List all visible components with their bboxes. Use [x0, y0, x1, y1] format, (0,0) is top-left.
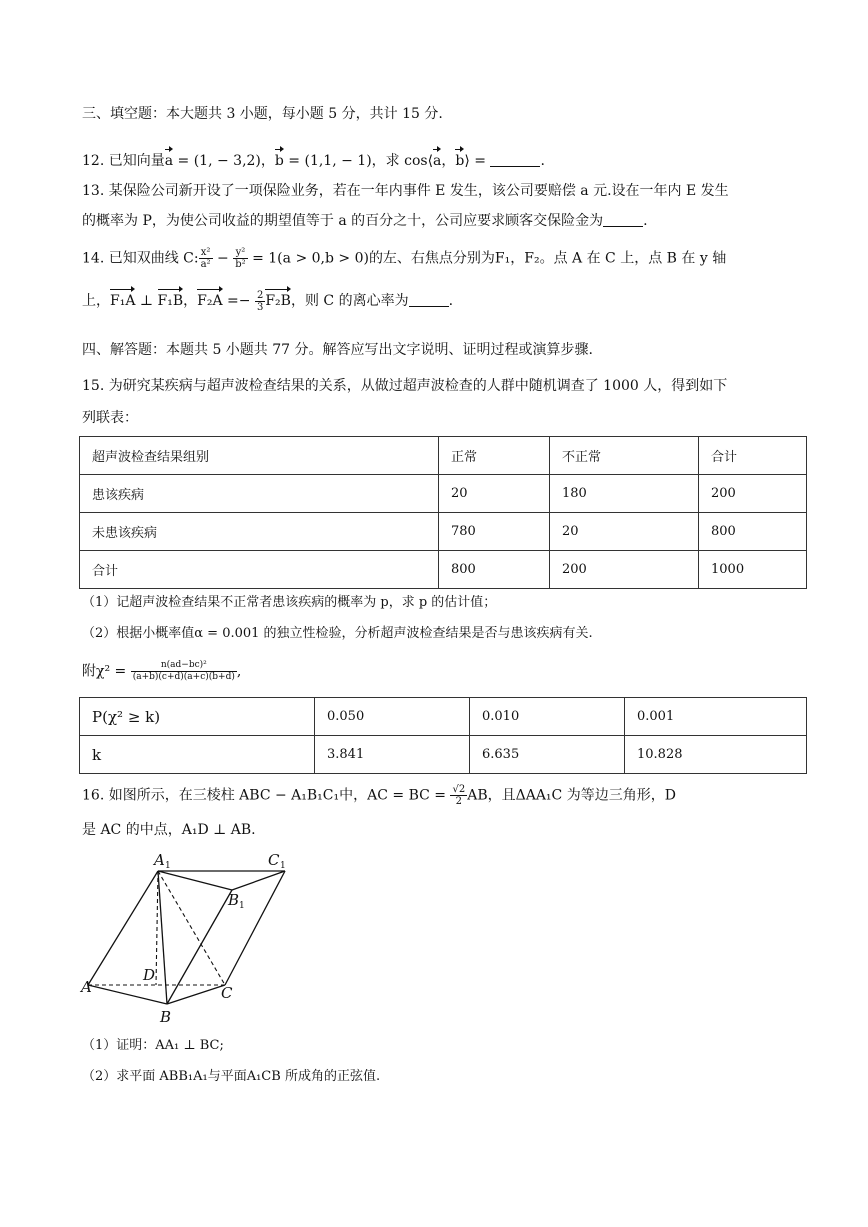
table-row [80, 475, 807, 513]
answer-blank-13 [603, 212, 643, 227]
frac-den: (a+b)(c+d)(a+c)(b+d) [132, 672, 235, 682]
edge-a1-b [158, 871, 167, 1004]
table-header-row [80, 437, 807, 475]
table-cell: 0.010 [470, 698, 625, 736]
answer-blank-12 [490, 152, 540, 167]
table-cell: 0.050 [315, 698, 470, 736]
question-14-line-2 [82, 286, 453, 313]
frac-num: √2 [452, 784, 466, 795]
q14-end: . [448, 293, 454, 309]
q12-eq-b: = (1,1, − 1)，求 cos⟨ [283, 153, 434, 169]
question-16-line-1 [82, 784, 676, 807]
question-13-line-2 [82, 211, 648, 231]
q14-minus: − [212, 250, 234, 267]
table-cell: 800 [439, 551, 550, 589]
table-cell: 3.841 [315, 736, 470, 774]
vector-f1b: F₁B [158, 286, 184, 311]
label-c: C [221, 984, 233, 1002]
q12-prefix: 12. 已知向量 [82, 153, 165, 169]
formula-suffix: , [236, 663, 242, 680]
table-header-cell: 超声波检查结果组别 [80, 437, 439, 475]
formula-prefix: 附χ² = [82, 663, 131, 680]
critical-value-table [79, 697, 807, 774]
prism-figure [70, 845, 310, 1030]
q13-line-1: 13. 某保险公司新开设了一项保险业务，若在一年内事件 E 发生，该公司要赔偿 a 元.设在一年内 E 发生 [82, 183, 729, 199]
table-cell: 200 [550, 551, 699, 589]
table-cell: 0.001 [625, 698, 807, 736]
table-row [80, 736, 807, 774]
q15-line-1: 15. 为研究某疾病与超声波检查结果的关系，从做过超声波检查的人群中随机调查了 1000 人，得到如下 [82, 378, 728, 394]
label-a1: A [154, 851, 165, 869]
q14-perp: ⊥ [135, 293, 158, 309]
vector-a: a [165, 146, 173, 171]
q15-line-2: 列联表： [82, 410, 138, 426]
table-cell: 患该疾病 [80, 475, 439, 513]
vector-f1a: F₁A [110, 286, 135, 311]
q14-eq: =− [222, 293, 255, 309]
table-cell: 200 [699, 475, 807, 513]
q16-prefix: 16. 如图所示，在三棱柱 ABC − A₁B₁C₁中，AC = BC = [82, 787, 451, 804]
frac-den: a² [200, 259, 211, 270]
vector-b: b [275, 146, 284, 171]
edge-a-b [88, 985, 167, 1004]
table-row [80, 513, 807, 551]
frac-num: n(ad−bc)² [131, 660, 237, 672]
q15-part-1: （1）记超声波检查结果不正常者患该疾病的概率为 p，求 p 的估计值； [82, 595, 497, 610]
table-cell: 6.635 [470, 736, 625, 774]
vector-b-2: b [455, 146, 464, 171]
edge-c1-c [225, 871, 285, 985]
q14-prefix: 14. 已知双曲线 C: [82, 250, 199, 267]
q16-suffix: AB，且ΔAA₁C 为等边三角形，D [467, 787, 676, 804]
frac-den: b² [235, 259, 246, 270]
label-b: B [160, 1008, 172, 1026]
frac-num: x² [199, 247, 213, 259]
label-b1: B [228, 891, 240, 909]
answer-blank-14 [409, 292, 449, 307]
q12-eq-a: = (1, − 3,2)， [173, 153, 275, 169]
table-header-cell: 合计 [699, 437, 807, 475]
table-cell: 20 [439, 475, 550, 513]
table-cell: 800 [699, 513, 807, 551]
table-cell: 10.828 [625, 736, 807, 774]
frac-num: 2 [256, 289, 264, 301]
segment-a1-c [158, 871, 225, 985]
fraction-sqrt2-2 [450, 784, 467, 807]
segment-a1-d [156, 871, 158, 985]
contingency-table [79, 436, 807, 589]
q13-line-2-text: 的概率为 P，为使公司收益的期望值等于 a 的百分之十，公司应要求顾客交保险金为 [82, 213, 604, 229]
label-c1: C [268, 851, 280, 869]
q12-end: . [540, 153, 545, 169]
label-sub: 1 [239, 901, 245, 911]
fraction-y2-b2 [233, 247, 247, 270]
q16-line-2: 是 AC 的中点，A₁D ⊥ AB. [82, 822, 256, 838]
frac-den: 3 [256, 301, 264, 313]
table-row [80, 698, 807, 736]
vector-f2b: F₂B [265, 286, 291, 311]
table-row [80, 551, 807, 589]
q12-close: ⟩ = [464, 153, 491, 169]
q16-part-1: （1）证明：AA₁ ⊥ BC; [82, 1038, 224, 1053]
frac-num: y² [233, 247, 247, 259]
q14-line2-prefix: 上， [82, 293, 110, 309]
section4-heading: 四、解答题：本题共 5 小题共 77 分。解答应写出文字说明、证明过程或演算步骤. [82, 342, 593, 358]
vector-f2a: F₂A [197, 286, 222, 311]
label-d: D [143, 966, 156, 984]
vector-a-2: a [433, 146, 441, 171]
chi-square-formula [82, 660, 241, 683]
frac-den: 2 [455, 796, 463, 807]
table-cell: 未患该疾病 [80, 513, 439, 551]
table-header-cell: 不正常 [550, 437, 699, 475]
question-14-line-1 [82, 247, 726, 270]
table-cell: 20 [550, 513, 699, 551]
table-header-cell: 正常 [439, 437, 550, 475]
table-cell: 合计 [80, 551, 439, 589]
table-cell: P(χ² ≥ k) [80, 698, 315, 736]
question-12 [82, 146, 545, 171]
q16-part-2: （2）求平面 ABB₁A₁与平面A₁CB 所成角的正弦值. [82, 1069, 381, 1084]
chi-square-fraction [131, 660, 237, 683]
label-sub: 1 [165, 861, 171, 871]
label-sub: 1 [280, 861, 286, 871]
q15-part-2: （2）根据小概率值α = 0.001 的独立性检验，分析超声波检查结果是否与患该疾病有关. [82, 626, 593, 641]
table-cell: 180 [550, 475, 699, 513]
table-cell: 1000 [699, 551, 807, 589]
fraction-2-3 [255, 290, 265, 313]
table-cell: 780 [439, 513, 550, 551]
table-cell: k [80, 736, 315, 774]
label-a: A [81, 978, 92, 996]
edge-a1-b1 [158, 871, 232, 890]
section3-heading: 三、填空题：本大题共 3 小题，每小题 5 分，共计 15 分. [82, 106, 443, 122]
q14-mid: = 1(a > 0,b > 0)的左、右焦点分别为F₁，F₂。点 A 在 C 上，点 B 在 y 轴 [247, 250, 727, 267]
q12-comma: ， [441, 153, 456, 169]
q14-comma: ， [183, 293, 198, 309]
q13-end: . [643, 213, 648, 229]
q14-suffix: ，则 C 的离心率为 [290, 293, 409, 309]
fraction-x2-a2 [199, 247, 213, 270]
